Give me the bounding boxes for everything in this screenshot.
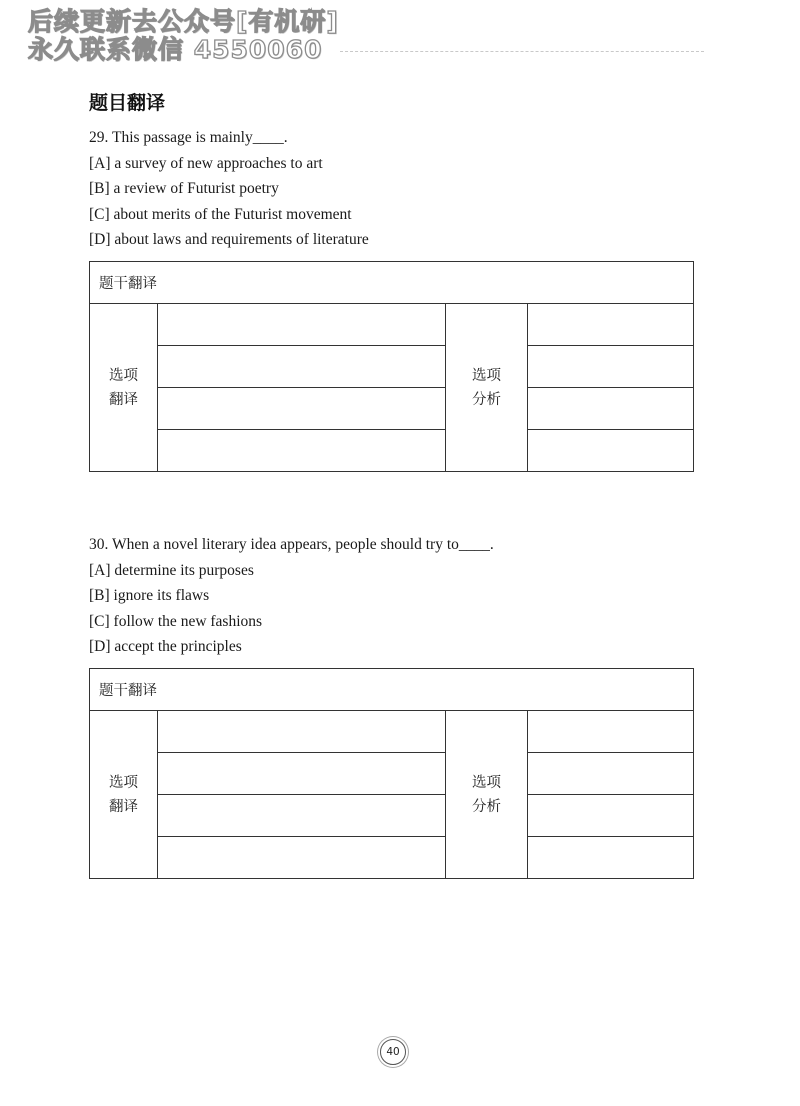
analysis-cell[interactable] — [528, 753, 694, 795]
option-translation-label: 选项 翻译 — [90, 304, 158, 472]
option-d: [D] accept the principles — [89, 638, 242, 655]
analysis-cell[interactable] — [528, 346, 694, 388]
option-translation-label: 选项 翻译 — [90, 711, 158, 879]
option-c: [C] about merits of the Futurist movement — [89, 205, 352, 223]
option-d: [D] about laws and requirements of literature — [89, 231, 369, 248]
question-30 — [89, 532, 494, 660]
question-stem: 29. This passage is mainly____. — [89, 129, 288, 146]
section-title: 题目翻译 — [89, 92, 166, 114]
watermark-line-1: 后续更新去公众号[有机研] — [28, 7, 339, 36]
option-analysis-label: 选项 分析 — [446, 711, 528, 879]
stem-translation-label: 题干翻译 — [99, 683, 157, 699]
page-number: 40 — [380, 1039, 406, 1065]
stem-translation-cell[interactable] — [90, 669, 694, 711]
option-a: [A] a survey of new approaches to art — [89, 154, 323, 172]
stem-translation-label: 题干翻译 — [99, 276, 157, 292]
translation-cell[interactable] — [158, 753, 446, 795]
analysis-cell[interactable] — [528, 711, 694, 753]
translation-cell[interactable] — [158, 388, 446, 430]
translation-cell[interactable] — [158, 837, 446, 879]
option-b: [B] ignore its flaws — [89, 587, 210, 604]
analysis-cell[interactable] — [528, 430, 694, 472]
translation-cell[interactable] — [158, 430, 446, 472]
analysis-cell[interactable] — [528, 837, 694, 879]
watermark-line-2: 永久联系微信 4550060 — [28, 35, 323, 64]
stem-translation-cell[interactable] — [90, 262, 694, 304]
answer-table-30 — [89, 668, 694, 879]
analysis-cell[interactable] — [528, 304, 694, 346]
question-29 — [89, 125, 369, 253]
translation-cell[interactable] — [158, 795, 446, 837]
option-analysis-label: 选项 分析 — [446, 304, 528, 472]
translation-cell[interactable] — [158, 304, 446, 346]
option-c: [C] follow the new fashions — [89, 612, 263, 630]
option-a: [A] determine its purposes — [89, 561, 254, 579]
analysis-cell[interactable] — [528, 388, 694, 430]
translation-cell[interactable] — [158, 346, 446, 388]
watermark — [28, 8, 339, 64]
option-b: [B] a review of Futurist poetry — [89, 180, 279, 197]
analysis-cell[interactable] — [528, 795, 694, 837]
translation-cell[interactable] — [158, 711, 446, 753]
header-divider — [340, 51, 704, 52]
answer-table-29 — [89, 261, 694, 472]
question-stem: 30. When a novel literary idea appears, people should try to____. — [89, 536, 494, 553]
